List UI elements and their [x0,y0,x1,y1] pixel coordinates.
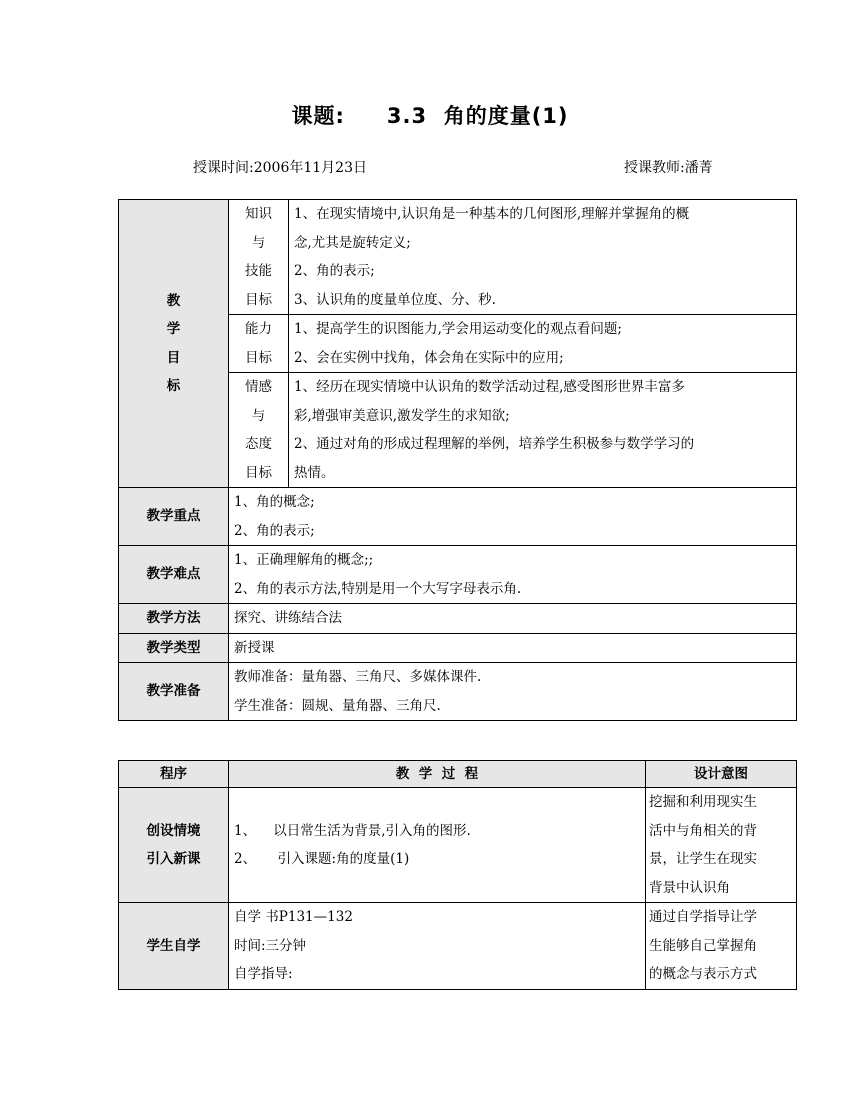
process-selfstudy-content: 自学 书P131—132 时间:三分钟 自学指导: [229,903,646,990]
process-row-intro [119,788,797,903]
knowledge-row [119,200,797,315]
process-intro-content: 1、 以日常生活为背景,引入角的图形. 2、 引入课题:角的度量(1) [229,788,646,903]
ability-content: 1、提高学生的识图能力,学会用运动变化的观点看问题; 2、会在实例中找角，体会角在实际中的应用; [289,315,797,373]
emotion-content: 1、经历在现实情境中认识角的数学活动过程,感受图形世界丰富多 彩,增强审美意识,激发学生的求知欲; 2、通过对角的形成过程理解的举例，培养学生积极参与数学学习的 热情。 [289,373,797,488]
header-intent: 设计意图 [646,761,797,788]
program-intro: 创设情境 引入新课 [119,788,229,903]
type-content: 新授课 [229,633,797,663]
emotion-label: 情感 与 态度 目标 [229,373,289,488]
method-label: 教学方法 [119,604,229,634]
objectives-table [118,199,797,721]
title-prefix: 课题: [291,104,345,128]
title-text: 角的度量(1) [443,104,569,128]
intent-selfstudy: 通过自学指导让学 生能够自己掌握角 的概念与表示方式 [646,903,797,990]
header-process: 教 学 过 程 [229,761,646,788]
prep-label: 教学准备 [119,663,229,721]
key-points-row [119,488,797,546]
lesson-teacher: 授课教师:潘菁 [624,160,713,176]
lesson-time: 授课时间:2006年11月23日 [193,160,367,176]
program-selfstudy: 学生自学 [119,903,229,990]
difficulty-content: 1、正确理解角的概念;; 2、角的表示方法,特别是用一个大写字母表示角. [229,546,797,604]
type-row [119,633,797,663]
method-content: 探究、讲练结合法 [229,604,797,634]
intent-intro: 挖掘和利用现实生 活中与角相关的背 景，让学生在现实 背景中认识角 [646,788,797,903]
prep-row [119,663,797,721]
title-number: 3.3 [386,104,428,128]
header-program: 程序 [119,761,229,788]
difficulty-label: 教学难点 [119,546,229,604]
key-points-label: 教学重点 [119,488,229,546]
key-points-content: 1、角的概念; 2、角的表示; [229,488,797,546]
knowledge-label: 知识 与 技能 目标 [229,200,289,315]
process-table [118,760,797,990]
method-row [119,604,797,634]
prep-content: 教师准备：量角器、三角尺、多媒体课件. 学生准备：圆规、量角器、三角尺. [229,663,797,721]
goals-label: 教 学 目 标 [119,200,229,488]
process-header-row [119,761,797,788]
type-label: 教学类型 [119,633,229,663]
page-title [0,100,860,130]
knowledge-content: 1、在现实情境中,认识角是一种基本的几何图形,理解并掌握角的概 念,尤其是旋转定义; 2、角的表示; 3、认识角的度量单位度、分、秒. [289,200,797,315]
process-row-selfstudy [119,903,797,990]
ability-label: 能力 目标 [229,315,289,373]
difficulty-row [119,546,797,604]
